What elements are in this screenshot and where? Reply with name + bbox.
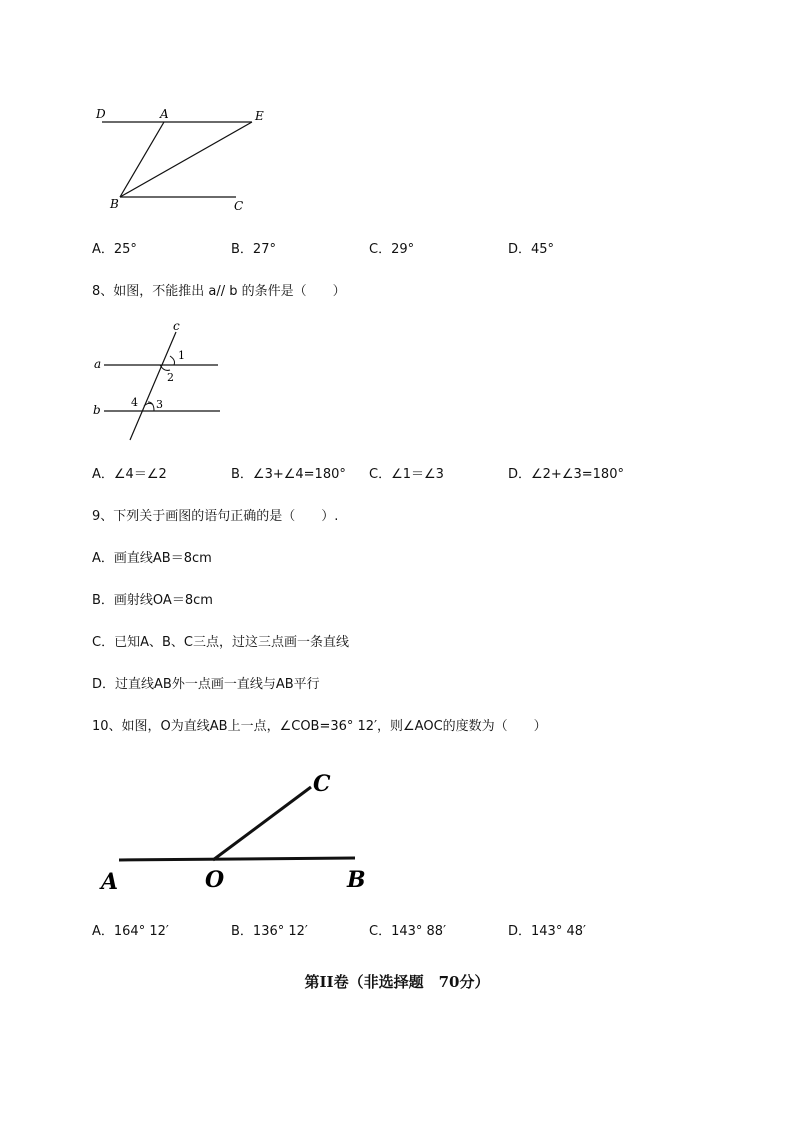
q9-stem: 9、下列关于画图的语句正确的是（ ）. xyxy=(92,509,339,524)
q10-figure xyxy=(95,765,385,895)
q10-option-c[interactable]: C．143° 88′ xyxy=(369,924,447,939)
line-ab xyxy=(119,858,355,860)
label-c: C xyxy=(234,199,244,213)
label-b: B xyxy=(110,197,119,211)
label-a-line: a xyxy=(94,357,102,371)
q7-option-c[interactable]: C．29° xyxy=(369,242,415,257)
label-angle-4: 4 xyxy=(131,396,138,409)
q10-option-a[interactable]: A．164° 12′ xyxy=(92,924,169,939)
q7-option-d[interactable]: D．45° xyxy=(508,242,555,257)
label-e: E xyxy=(255,109,264,123)
q9-option-a[interactable]: A．画直线AB＝8cm xyxy=(92,551,212,566)
label-angle-1: 1 xyxy=(178,349,185,362)
label-b: B xyxy=(347,867,366,893)
q10-option-d[interactable]: D．143° 48′ xyxy=(508,924,586,939)
label-angle-2: 2 xyxy=(167,371,174,384)
q9-option-d[interactable]: D．过直线AB外一点画一直线与AB平行 xyxy=(92,677,320,692)
label-c: C xyxy=(313,771,331,797)
line-ab xyxy=(120,122,164,197)
label-c-line: c xyxy=(173,320,180,333)
q7-option-a[interactable]: A．25° xyxy=(92,242,137,257)
section-title: 第II卷（非选择题 70分） xyxy=(304,973,490,991)
q8-option-b[interactable]: B．∠3+∠4=180° xyxy=(231,467,346,482)
q8-stem: 8、如图，不能推出 a// b 的条件是（ ） xyxy=(92,284,346,299)
q8-figure xyxy=(90,320,230,445)
label-a: A xyxy=(101,869,119,895)
label-angle-3: 3 xyxy=(156,398,163,411)
q8-option-a[interactable]: A．∠4＝∠2 xyxy=(92,467,167,482)
label-d: D xyxy=(96,107,106,121)
line-c xyxy=(130,332,176,440)
q7-figure xyxy=(90,100,280,220)
label-a: A xyxy=(160,107,169,121)
q8-option-c[interactable]: C．∠1＝∠3 xyxy=(369,467,444,482)
q7-option-b[interactable]: B．27° xyxy=(231,242,276,257)
q8-option-d[interactable]: D．∠2+∠3=180° xyxy=(508,467,624,482)
angle-1-arc xyxy=(170,356,175,365)
q9-option-b[interactable]: B．画射线OA＝8cm xyxy=(92,593,213,608)
line-be xyxy=(120,122,252,197)
ray-oc xyxy=(213,787,311,860)
q9-option-c[interactable]: C．已知A、B、C三点，过这三点画一条直线 xyxy=(92,635,349,650)
label-b-line: b xyxy=(93,403,101,417)
q10-option-b[interactable]: B．136° 12′ xyxy=(231,924,308,939)
label-o: O xyxy=(205,867,225,893)
q10-stem: 10、如图，O为直线AB上一点，∠COB=36° 12′，则∠AOC的度数为（ ） xyxy=(92,719,547,734)
